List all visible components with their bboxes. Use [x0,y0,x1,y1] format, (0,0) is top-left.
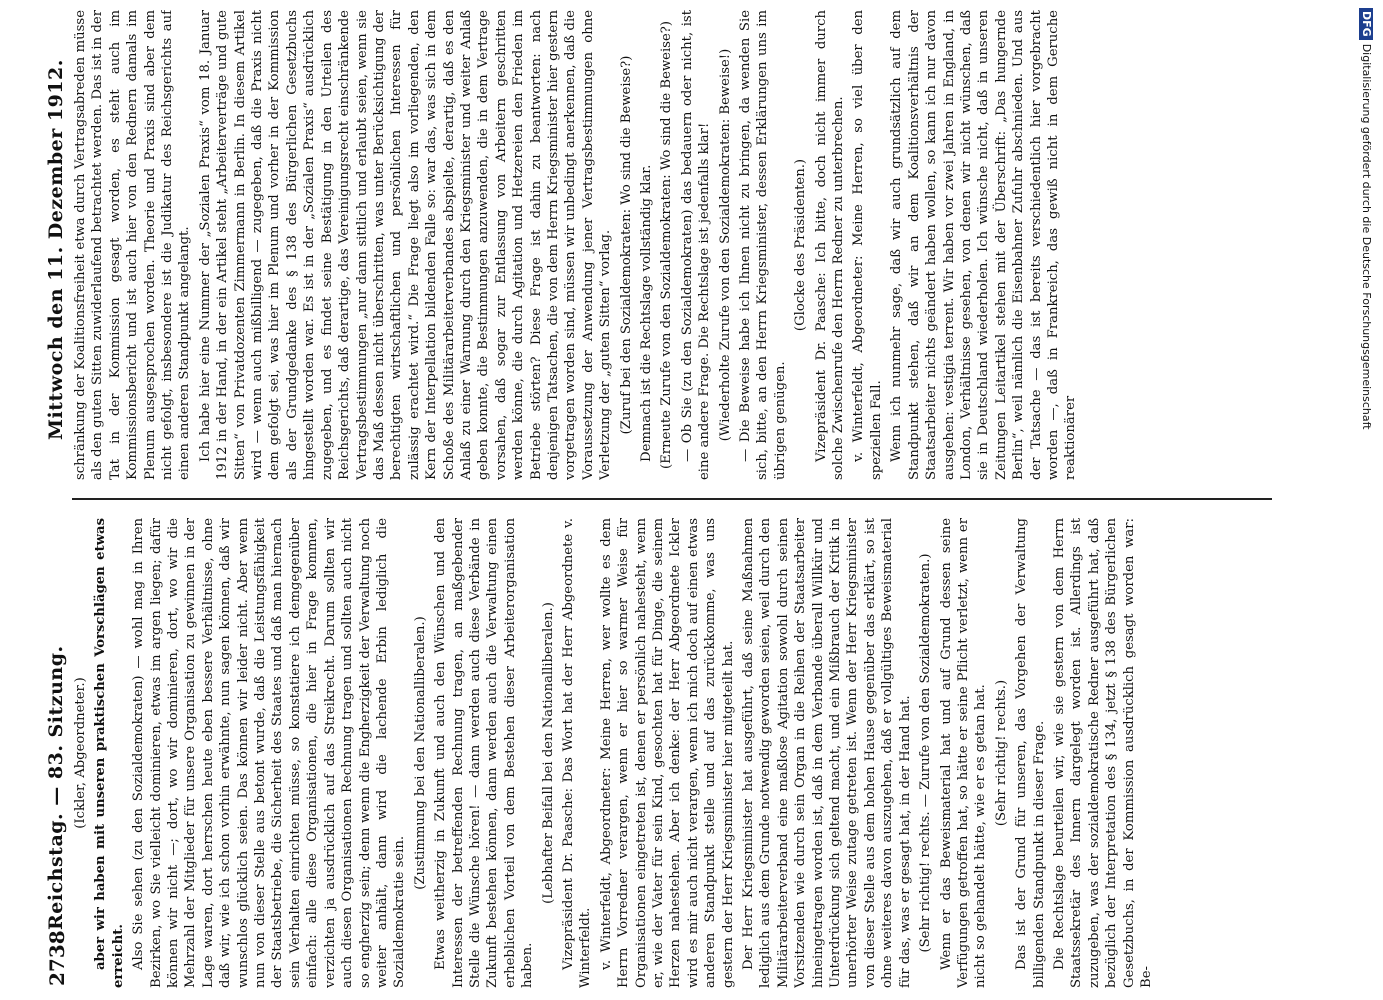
left-column-paragraph: (Lebhafter Beifall bei den Nationalliberalen.) [540,602,556,904]
right-column-paragraph: v. Winterfeldt, Abgeordneter: Meine Herren, so viel über den speziellen Fall. [851,10,884,480]
left-column-paragraph: Also Sie sehen (zu den Sozialdemokraten) — wohl mag in Ihren Bezirken, wo Sie vielleicht dominieren, etwas im argen liegen; dafür können wir nicht —; dort, wo wir dominieren, dort, wo wir die Mehrzahl der Mitglieder für unsere Organisation zu gewinnen in der Lage waren, dort herrschen heute eben bessere Verhältnisse, ohne daß wir, wie ich schon vorhin erwähnte, nun sagen können, daß wir wunschlos glücklich seien. Das können wir leider nicht. Aber wenn nun von dieser Stelle aus betont wurde, daß die Leistungsfähigkeit der Staatsbetriebe, die Sicherheit des Staates und daß man hiernach sein Verhalten einrichten müsse, so konstatiere ich demgegenüber einfach: alle diese Organisationen, die hier in Frage kommen, verzichten ja ausdrücklich auf das Streikrecht. Darum sollten wir auch diesen Organisationen Rechnung tragen und sollten auch nicht so engherzig sein; denn wenn die Engherzigkeit der Verwaltung noch weiter anhält, dann wird die lachende Erbin lediglich die Sozialdemokratie sein. [131,518,408,988]
column-divider [72,498,1272,500]
right-column-paragraph: Demnach ist die Rechtslage vollständig klar. [639,164,654,462]
left-column-paragraph: aber wir haben mit unseren praktischen Vorschlägen etwas erreicht. [93,518,126,988]
digitization-sidebar [1350,0,1383,1000]
left-column-paragraph: v. Winterfeldt, Abgeordneter: Meine Herren, wer wollte es dem Herrn Vorredner verargen, wenn er hier so warmer Weise für Organisationen eingetreten ist, denen er persönlich nahesteht, wenn er, wie der Vater für sein Kind, gesochten hat für Dinge, die seinem Herzen nahestehen. Aber ich denke: der Herr Abgeordnete Ickler wird es mir auch nicht verargen, wenn ich mich doch auf einen etwas anderen Standpunkt stelle und auf das zurückkomme, was uns gestern der Herr Kriegsminister hier mitgeteilt hat. [598,518,736,988]
header-left-title: Reichstag. — 83. Sitzung. [45,645,67,930]
right-column-paragraph: Wenn ich nunmehr sage, daß wir auch grundsätzlich auf dem Standpunkt stehen, daß wir an dem Koalitionsverhältnis der Staatsarbeiter nichts geändert haben wollen, so kann ich nur davon ausgehen: vestigia terrent. Wir haben vor zwei Jahren in England, in London, Verhältnisse gesehen, von denen wir nicht wünschen, daß sie in Deutschland wiederholen. Ich wünsche nicht, daß in unseren Zeitungen Leitartikel stehen mit der Überschrift: „Das hungernde Berlin“, weil nämlich die Eisenbahner Zufuhr abschnieden. Und aus der Tatsache — das ist bereits verschiedentlich hier vorgebracht worden —, daß in Frankreich, das gewiß nicht in dem Geruche reaktionärer [889,10,1079,480]
page-header [0,0,70,1000]
left-column-paragraph: Wenn er das Beweismaterial hat und auf Grund dessen seine Verfügungen getroffen hat, so hätte er seine Pflicht verletzt, wenn er nicht so gehandelt hätte, wie er es getan hat. [938,518,989,988]
right-column-paragraph: (Erneute Zurufe von den Sozialdemokraten: Wo sind die Beweise?) [659,21,675,469]
right-column-paragraph: (Zuruf bei den Sozialdemokraten: Wo sind die Beweise?) [618,55,634,435]
right-column-paragraph: (Glocke des Präsidenten.) [793,158,809,332]
right-column [72,10,1292,480]
left-column-paragraph: Die Rechtslage beurteilen wir, wie sie gestern von dem Herrn Staatssekretär des Innern dargelegt worden ist. Allerdings ist zuzugeben, was der sozialdemokratische Redner ausgeführt hat, daß bezüglich der Interpretation des § 134, jetzt § 138 des Bürgerlichen Gesetzbuchs, in der Kommission ausdrücklich gesagt worden war: Be- [1051,518,1154,988]
page-number: 2738 [45,930,69,986]
dfg-logo: DFG [1359,8,1373,40]
right-column-paragraph: schränkung der Koalitionsfreiheit etwa durch Vertragsabreden müsse als den guten Sitten zuwiderlaufend betrachtet werden. Das ist in der Tat in der Kommission gesagt worden, es steht auch im Kommissionsbericht und ist auch hier von den Rednern damals im Plenum ausgesprochen worden. Theorie und Praxis sind aber dem nicht gefolgt, insbesondere ist die Judikatur des Reichsgerichts auf einen anderen Standpunkt angelangt. [73,10,193,480]
right-column-paragraph: (Wiederholte Zurufe von den Sozialdemokraten: Beweise!) [717,48,733,442]
left-column-paragraph: Das ist der Grund für unseren, das Vorgehen der Verwaltung billigenden Standpunkt in dieser Frage. [1014,518,1047,988]
sidebar-credit-line [1350,0,1383,1000]
left-column-paragraph: Der Herr Kriegsminister hat ausgeführt, daß seine Maßnahmen lediglich aus dem Grunde notwendig geworden seien, weil durch den Militärarbeiterverband eine maßlose Agitation sowohl durch seinen Vorsitzenden wie durch sein Organ in die Reihen der Staatsarbeiter hineingetragen worden ist, daß in dem Verbande überall Willkür und Unterdrückung sich geltend macht, und ein Mißbrauch der Kritik in unerhörter Weise zutage getreten ist. Wenn der Herr Kriegsminister von dieser Stelle aus dem hohen Hause gegenüber das erklärt, so ist ohne weiteres davon auszugehen, daß er vollgültiges Beweismaterial für das, was er gesagt hat, in der Hand hat. [741,518,913,988]
digitization-credit: Digitalisierung gefördert durch die Deutsche Forschungsgemeinschaft [1360,43,1373,430]
right-column-paragraph: Vizepräsident Dr. Paasche: Ich bitte, doch nicht immer durch solche Zwischenrufe den Herrn Redner zu unterbrechen. [813,10,847,480]
right-column-paragraph: — Die Beweise habe ich Ihnen nicht zu bringen, da wenden Sie sich, bitte, an den Herrn Kriegsminister, dessen Erklärungen uns im übrigen genügen. [738,10,788,480]
left-column-paragraph: (Sehr richtig! rechts.) [993,679,1009,827]
left-column-paragraph: (Sehr richtig! rechts. — Zurufe von den Sozialdemokraten.) [918,553,934,953]
left-column-paragraph: Vizepräsident Dr. Paasche: Das Wort hat der Herr Abgeordnete v. Winterfeldt. [560,518,594,988]
right-column-paragraph: Ich habe hier eine Nummer der „Sozialen Praxis“ vom 18. Januar 1912 in der Hand, in der ein Artikel steht „Arbeiterverträge und gute Sitten“ von Privatdozenten Zimmermann in Berlin. In diesem Artikel wird — wenn auch mißbilligend — zugegeben, daß die Praxis nicht dem gefolgt sei, was hier im Plenum und vorher in der Kommission als der Grundgedanke des § 138 des Bürgerlichen Gesetzbuchs hingestellt worden war. Es ist in der „Sozialen Praxis“ ausdrücklich zugegeben, und es findet seine Bestätigung in den Urteilen des Reichsgerichts, daß derartige, das Vereinigungsrecht einschränkende Vertragsbestimmungen „nur dann sittlich und erlaubt seien, wenn sie das Maß dessen nicht überschritten, was unter Berücksichtigung der berechtigten wirtschaftlichen und persönlichen Interessen für zulässig erachtet wird.“ Die Frage liegt also im vorliegenden, den Kern der Interpellation bildenden Falle so: war das, was sich in dem Schoße des Militärarbeiterverbandes abspielte, derartig, daß es den Anlaß zu einer Warnung durch den Kriegsminister und weiter Anlaß geben konnte, die Bestimmungen anzuwenden, die in dem Vertrage vorsahen, daß sogar zur Entlassung von Arbeitern geschritten werden könne, die durch Agitation und Hetzereien den Frieden im Betriebe störten? Diese Frage ist dahin zu beantworten: nach denjenigen Tatsachen, die von dem Herrn Kriegsminister hier gestern vorgetragen worden sind, müssen wir unbedingt anerkennen, daß die Voraussetzung der Anwendung jener Vertragsbestimmungen ohne Verletzung der „guten Sitten“ vorlag. [197,10,614,480]
left-column-paragraph: Etwas weitherzig in Zukunft und auch den Wünschen und den Interessen der betreffenden Rechnung tragen, an maßgebender Stelle die Wünsche hören! — dann werden auch diese Verbände in Zukunft bestehen können, dann werden auch die Verwaltung einen erheblichen Vorteil von dem Bestehen dieser Arbeiterorganisation haben. [433,518,536,988]
left-column [72,518,1292,988]
header-right-title: Mittwoch den 11. Dezember 1912. [45,59,67,440]
right-column-paragraph: — Ob Sie (zu den Sozialdemokraten) das bedauern oder nicht, ist eine andere Frage. Die Rechtslage ist jedenfalls klar! [679,10,713,480]
left-column-paragraph: (Ickler, Abgeordneter.) [73,677,88,829]
left-column-paragraph: (Zustimmung bei den Nationalliberalen.) [412,616,428,890]
